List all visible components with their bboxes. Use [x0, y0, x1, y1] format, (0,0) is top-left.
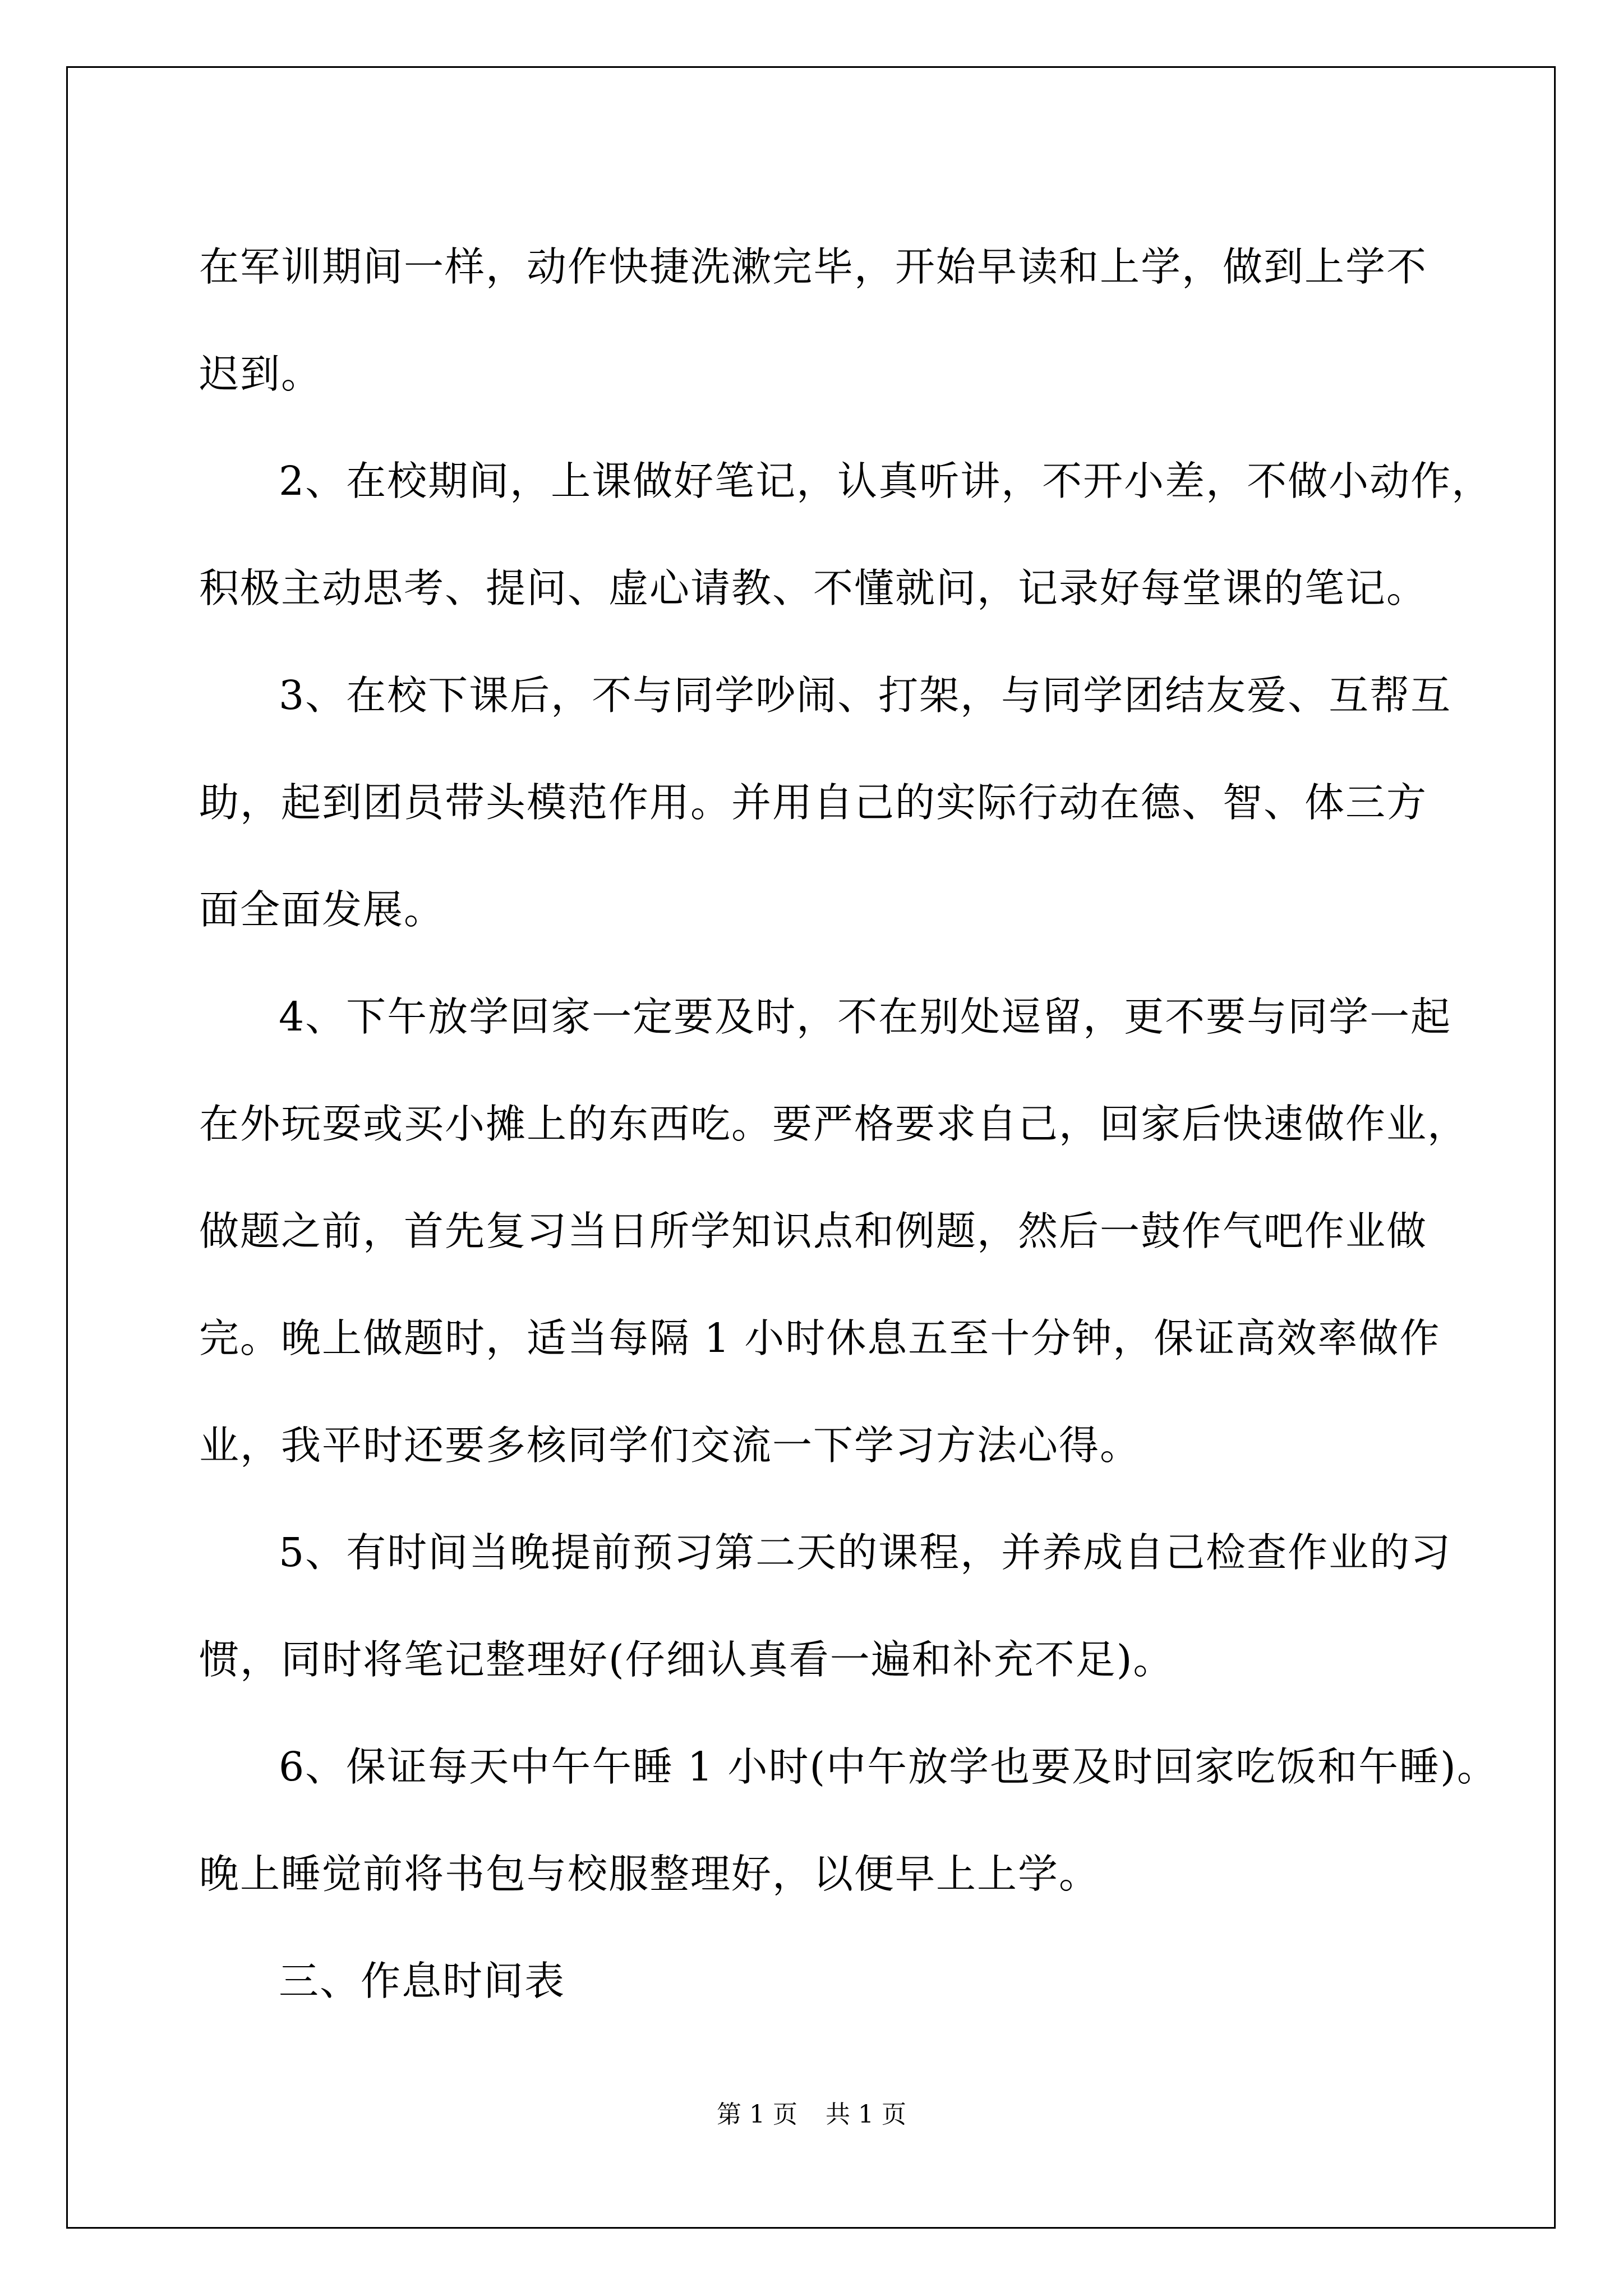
text-line: 助，起到团员带头模范作用。并用自己的实际行动在德、智、体三方 — [199, 779, 1428, 826]
document-body — [199, 213, 1498, 2035]
page-number-current: 第 1 页 — [717, 2100, 797, 2129]
paragraph-item-6: 6、保证每天中午午睡 1 小时(中午放学也要及时回家吃饭和午睡)。 — [279, 1743, 1498, 1790]
paragraph-item-2: 2、在校期间，上课做好笔记，认真听讲，不开小差，不做小动作， — [279, 458, 1493, 504]
text-line: 积极主动思考、提问、虚心请教、不懂就问，记录好每堂课的笔记。 — [199, 565, 1428, 611]
text-line: 在外玩耍或买小摊上的东西吃。要严格要求自己，回家后快速做作业， — [199, 1101, 1469, 1147]
text-line: 做题之前，首先复习当日所学知识点和例题，然后一鼓作气吧作业做 — [199, 1208, 1428, 1254]
text-line: 面全面发展。 — [199, 886, 445, 933]
section-heading: 三、作息时间表 — [279, 1958, 566, 2004]
paragraph-item-4: 4、下午放学回家一定要及时，不在别处逗留，更不要与同学一起 — [279, 993, 1452, 1040]
paragraph-item-3: 3、在校下课后，不与同学吵闹、打架，与同学团结友爱、互帮互 — [279, 672, 1452, 719]
page-number-total: 共 1 页 — [826, 2100, 906, 2129]
text-line: 晚上睡觉前将书包与校服整理好，以便早上上学。 — [199, 1851, 1100, 1897]
text-line: 惯，同时将笔记整理好(仔细认真看一遍和补充不足)。 — [199, 1636, 1174, 1683]
page-footer — [0, 2098, 1623, 2132]
text-line: 在军训期间一样，动作快捷洗漱完毕，开始早读和上学，做到上学不 — [199, 243, 1428, 290]
text-line: 完。晚上做题时，适当每隔 1 小时休息五至十分钟，保证高效率做作 — [199, 1315, 1441, 1361]
paragraph-item-5: 5、有时间当晚提前预习第二天的课程，并养成自己检查作业的习 — [279, 1529, 1452, 1576]
text-line: 业，我平时还要多核同学们交流一下学习方法心得。 — [199, 1422, 1141, 1469]
text-line: 迟到。 — [199, 351, 322, 397]
